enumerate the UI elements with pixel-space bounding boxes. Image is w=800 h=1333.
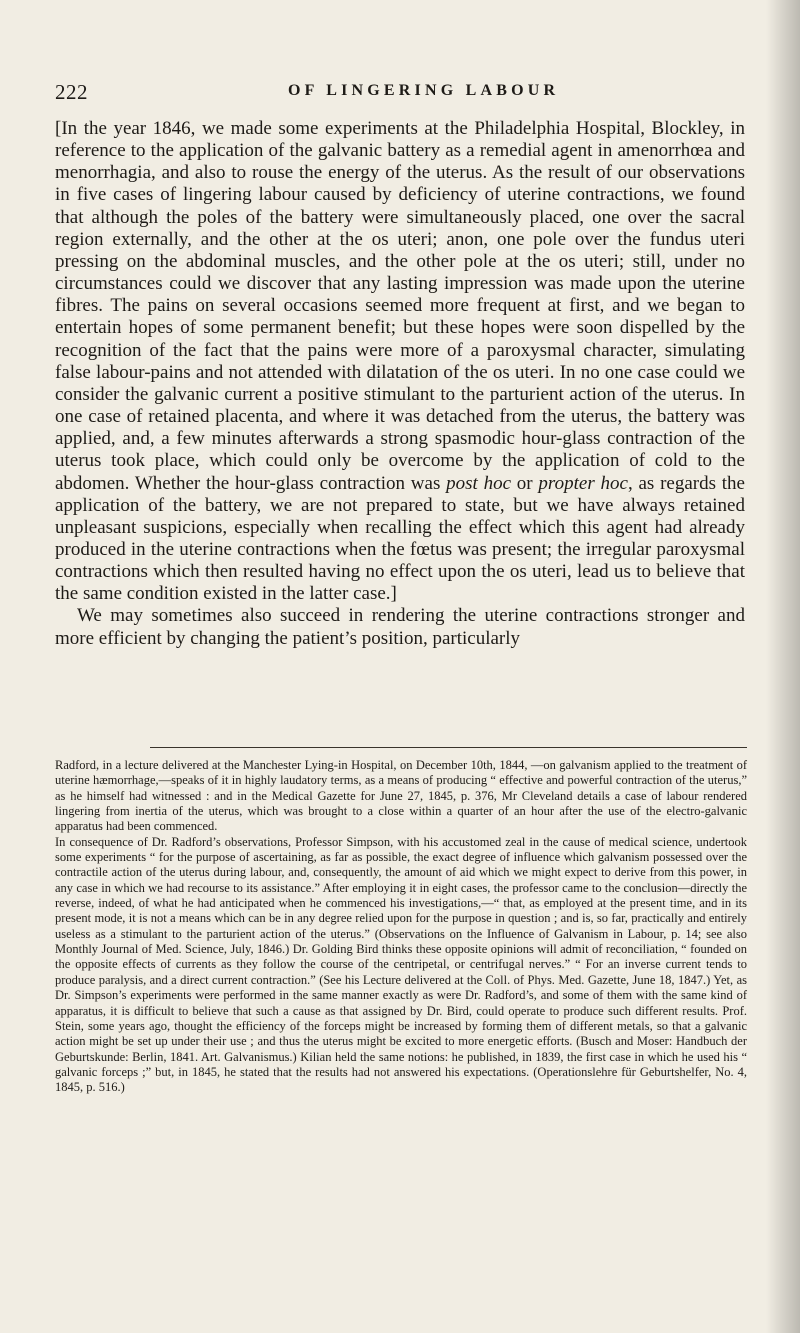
footnote-paragraph: In consequence of Dr. Radford’s observations, Professor Simpson, with his accustomed zeal in the cause of medical science, undertook some experiments “ for the purpose of ascertaining, as far as possible, the exact degree of influence which galvanism possessed over the contractile action of the uterus during labour, and, consequently, the amount of aid which we might expect to derive from this power, in any case in which we had recourse to its assistance.” After employing it in eight cases, the professor came to the conclusion—directly the reverse, indeed, of what he had anticipated when he commenced his investigations,—“ that, as employed at the present time, and in its present mode, it is not a means which can be in any degree relied upon for the purpose in question ; and is, so far, practically and entirely useless as a stimulant to the parturient action of the uterus.” (Observations on the Influence of Galvanism in Labour, p. 14; see also Monthly Journal of Med. Science, July, 1846.) Dr. Golding Bird thinks these opposite opinions will admit of reconciliation, “ founded on the opposite effects of currents as they follow the course of the centripetal, or centrifugal nerves.” “ For an inverse current tends to produce paralysis, and a direct current contraction.” (See his Lecture delivered at the Coll. of Phys. Med. Gazette, June 18, 1847.) Yet, as Dr. Simpson’s experiments were performed in the same manner exactly as were Dr. Radford’s, and some of them with the same kind of apparatus, it is difficult to believe that such a cause as that assigned by Dr. Bird, could operate to produce such different results. Prof. Stein, some years ago, thought the efficiency of the forceps might be increased by forming them of different metals, so that a galvanic action might be set up under their use ; and thus the uterus might be excited to more energetic efforts. (Busch and Moser: Handbuch der Geburtskunde: Berlin, 1841. Art. Galvanismus.) Kilian held the same notions: he published, in 1839, the first case in which he used his “ galvanic forceps ;” but, in 1845, he stated that the results had not answered his expectations. (Operationslehre für Geburtshelfer, No. 4, 1845, p. 516.): [55, 834, 747, 1095]
italic-propter-hoc: propter hoc: [538, 472, 628, 494]
footnote: [55, 758, 747, 1096]
main-text-segment: [In the year 1846, we made some experiments at the Philadelphia Hospital, Blockley, in reference to the application of the galvanic battery as a remedial agent in amenorrhœa and menorrhagia, and also to rouse the energy of the uterus. As the result of our observations in five cases of lingering labour caused by deficiency of uterine contractions, we found that although the poles of the battery were simultaneously placed, one over the sacral region externally, and the other at the os uteri; anon, one pole over the fundus uteri pressing on the abdominal muscles, and the other pole at the os uteri; still, under no circumstances could we discover that any lasting impression was made upon the uterine fibres. The pains on several occasions seemed more frequent at first, and we began to entertain hopes of some permanent benefit; but these hopes were soon dispelled by the recognition of the fact that the pains were more of a paroxysmal character, simulating false labour-pains and not attended with dilatation of the os uteri. In no one case could we consider the galvanic current a positive stimulant to the parturient action of the uterus. In one case of retained placenta, and where it was detached from the uterus, the battery was applied, and, a few minutes afterwards a strong spasmodic hour-glass contraction of the uterus took place, which could only be overcome by the application of cold to the abdomen. Whether the hour-glass contraction was: [55, 118, 745, 494]
main-paragraph: We may sometimes also succeed in rendering the uterine contractions stronger and more efficient by changing the patient’s position, particularly: [55, 605, 745, 649]
main-text-segment: or: [511, 472, 539, 494]
italic-post-hoc: post hoc: [446, 472, 512, 494]
page-edge-shadow: [766, 0, 800, 1333]
running-head: OF LINGERING LABOUR: [288, 82, 560, 99]
page-header: [55, 80, 745, 108]
main-text-segment: , as regards the application of the battery, we are not prepared to state, but we have always retained unpleasant suspicions, especially when recalling the effect which this agent had already produced in the uterine contractions when the fœtus was present; the irregular paroxysmal contractions which then resulted having no effect upon the os uteri, lead us to believe that the same condition existed in the latter case.]: [55, 472, 745, 605]
footnote-rule: [150, 747, 747, 748]
footnote-paragraph: Radford, in a lecture delivered at the Manchester Lying-in Hospital, on December 10th, 1844, —on galvanism applied to the treatment of uterine hæmorrhage,—speaks of it in highly laudatory terms, as a means of producing “ effective and powerful contraction of the uterus,” as he himself had witnessed : and in the Medical Gazette for June 27, 1845, p. 376, Mr Cleveland details a case of labour rendered lingering from inertia of the uterus, which was brought to a close within a quarter of an hour after the use of the electro-galvanic apparatus had been commenced.: [55, 758, 747, 834]
page-number: 222: [55, 80, 88, 104]
main-paragraph: [55, 118, 745, 605]
main-text: [55, 118, 745, 650]
